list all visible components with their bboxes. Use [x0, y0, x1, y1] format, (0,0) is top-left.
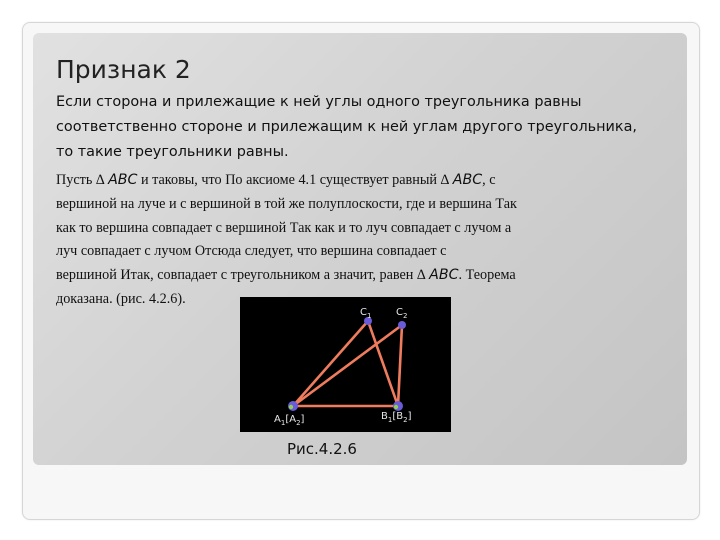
triangle-diagram — [240, 297, 451, 432]
label-c2: $C_2$ — [396, 307, 408, 320]
proof-line: вершиной Итак, совпадает с треугольником а значит, равен ∆ ABC. Теорема — [56, 267, 516, 284]
theorem-statement: Если сторона и прилежащие к ней углы одного треугольника равны соответственно стороне и прилежащим к ней углам другого треугольника, то такие треугольники равны. — [56, 94, 637, 160]
vertex-c2 — [398, 321, 406, 329]
side-c1-b — [368, 321, 398, 406]
slide-title: Признак 2 — [56, 55, 191, 84]
label-a: $A_1[A_2]$ — [274, 414, 305, 427]
proof-line: как то вершина совпадает с вершиной Так как и то луч совпадает с лучом а — [56, 219, 512, 236]
side-c2-b — [398, 325, 402, 406]
proof-text — [56, 169, 676, 312]
figure-caption: Рис.4.2.6 — [287, 440, 357, 458]
side-a-c2 — [293, 325, 402, 406]
proof-line: доказана. (рис. 4.2.6). — [56, 290, 186, 307]
figure-diagram — [240, 297, 451, 432]
label-c1: $C_1$ — [360, 307, 372, 320]
label-b: $B_1[B_2]$ — [381, 411, 412, 424]
proof-line: вершиной на луче и с вершиной в той же полуплоскости, где и вершина Так — [56, 195, 517, 212]
side-a-c1 — [293, 321, 368, 406]
proof-line: Пусть ∆ ABC и таковы, что По аксиоме 4.1 существует равный ∆ ABC, с — [56, 172, 496, 188]
proof-line: луч совпадает с лучом Отсюда следует, что вершина совпадает с — [56, 243, 447, 260]
